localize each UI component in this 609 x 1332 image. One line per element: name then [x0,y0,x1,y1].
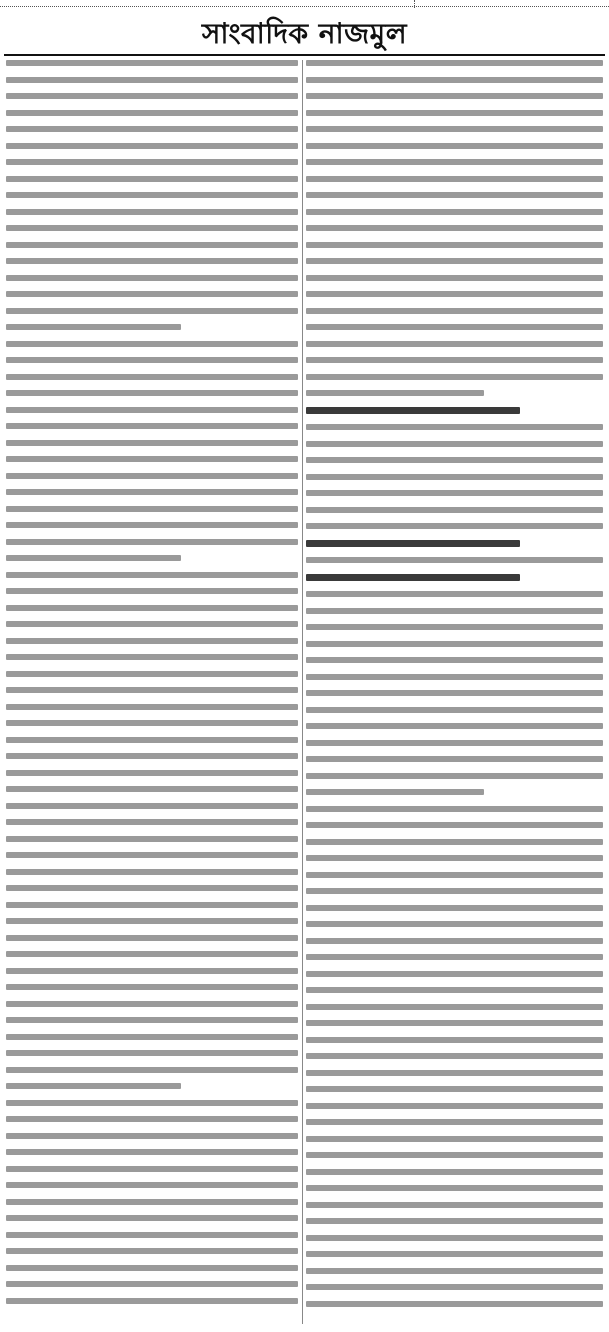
text-line-placeholder [306,789,484,795]
text-line-placeholder [6,753,298,759]
text-line-placeholder [6,1083,181,1089]
text-line-placeholder [306,822,603,828]
text-line-placeholder [306,93,603,99]
text-line-placeholder [6,852,298,858]
text-line-placeholder [6,489,298,495]
subheading-placeholder [306,407,520,414]
text-line-placeholder [6,341,298,347]
text-line-placeholder [6,456,298,462]
text-line-placeholder [306,624,603,630]
text-line-placeholder [6,1034,298,1040]
text-line-placeholder [306,773,603,779]
headline-rule [4,54,605,56]
text-line-placeholder [306,242,603,248]
text-line-placeholder [6,1001,298,1007]
text-line-placeholder [6,522,298,528]
text-line-placeholder [306,143,603,149]
text-line-placeholder [306,357,603,363]
text-line-placeholder [6,984,298,990]
text-line-placeholder [306,507,603,513]
text-line-placeholder [6,192,298,198]
text-line-placeholder [306,872,603,878]
column-divider [302,60,303,1324]
text-line-placeholder [306,1301,603,1307]
text-line-placeholder [306,374,603,380]
text-line-placeholder [6,209,298,215]
text-line-placeholder [306,77,603,83]
text-line-placeholder [306,905,603,911]
text-line-placeholder [306,657,603,663]
text-line-placeholder [6,143,298,149]
text-line-placeholder [6,1133,298,1139]
text-line-placeholder [6,869,298,875]
text-line-placeholder [6,1199,298,1205]
text-line-placeholder [306,1053,603,1059]
text-line-placeholder [6,374,298,380]
text-line-placeholder [306,674,603,680]
text-line-placeholder [6,1298,298,1304]
text-line-placeholder [306,126,603,132]
subheading-placeholder [306,540,520,547]
text-line-placeholder [6,407,298,413]
text-line-placeholder [6,539,298,545]
text-line-placeholder [306,707,603,713]
text-line-placeholder [306,258,603,264]
text-line-placeholder [306,938,603,944]
text-line-placeholder [306,1136,603,1142]
text-line-placeholder [306,176,603,182]
text-line-placeholder [6,60,298,66]
text-line-placeholder [6,588,298,594]
text-line-placeholder [6,621,298,627]
text-line-placeholder [306,1202,603,1208]
text-line-placeholder [6,1149,298,1155]
text-line-placeholder [6,1017,298,1023]
text-line-placeholder [6,1248,298,1254]
text-line-placeholder [6,572,298,578]
text-line-placeholder [306,1070,603,1076]
text-line-placeholder [306,490,603,496]
text-line-placeholder [306,888,603,894]
text-line-placeholder [6,1100,298,1106]
text-line-placeholder [306,424,603,430]
text-line-placeholder [306,921,603,927]
text-line-placeholder [6,1182,298,1188]
text-line-placeholder [306,1119,603,1125]
text-line-placeholder [306,1235,603,1241]
text-line-placeholder [306,192,603,198]
text-line-placeholder [306,1037,603,1043]
text-line-placeholder [306,60,603,66]
text-line-placeholder [306,740,603,746]
text-line-placeholder [306,308,603,314]
text-line-placeholder [6,440,298,446]
text-line-placeholder [306,756,603,762]
text-line-placeholder [306,839,603,845]
text-line-placeholder [6,720,298,726]
text-line-placeholder [306,723,603,729]
text-line-placeholder [306,1218,603,1224]
text-line-placeholder [6,918,298,924]
text-line-placeholder [306,1284,603,1290]
text-line-placeholder [6,242,298,248]
text-line-placeholder [6,1215,298,1221]
text-line-placeholder [6,704,298,710]
text-line-placeholder [6,555,181,561]
text-line-placeholder [306,209,603,215]
text-line-placeholder [6,737,298,743]
text-line-placeholder [306,1152,603,1158]
text-line-placeholder [6,1050,298,1056]
text-line-placeholder [306,474,603,480]
text-line-placeholder [6,902,298,908]
text-line-placeholder [6,390,298,396]
text-line-placeholder [6,1281,298,1287]
text-line-placeholder [6,77,298,83]
text-line-placeholder [6,1265,298,1271]
text-line-placeholder [6,291,298,297]
top-dotted-rule [0,6,609,7]
text-line-placeholder [6,275,298,281]
text-line-placeholder [6,93,298,99]
text-line-placeholder [306,1251,603,1257]
text-line-placeholder [306,1185,603,1191]
text-line-placeholder [306,954,603,960]
text-line-placeholder [306,855,603,861]
text-line-placeholder [306,690,603,696]
text-line-placeholder [6,1166,298,1172]
text-line-placeholder [306,523,603,529]
text-line-placeholder [6,836,298,842]
text-line-placeholder [306,557,603,563]
subheading-placeholder [306,574,520,581]
right-column [306,60,603,1324]
text-line-placeholder [306,987,603,993]
text-line-placeholder [6,605,298,611]
text-line-placeholder [6,819,298,825]
text-line-placeholder [6,357,298,363]
text-line-placeholder [6,423,298,429]
text-line-placeholder [6,935,298,941]
text-line-placeholder [6,1067,298,1073]
text-line-placeholder [306,806,603,812]
text-line-placeholder [6,1116,298,1122]
text-line-placeholder [306,225,603,231]
text-line-placeholder [306,641,603,647]
top-dotted-divider [414,0,415,8]
text-line-placeholder [6,968,298,974]
text-line-placeholder [306,1004,603,1010]
text-line-placeholder [6,951,298,957]
text-line-placeholder [6,126,298,132]
text-line-placeholder [306,159,603,165]
text-line-placeholder [306,1169,603,1175]
text-line-placeholder [6,1232,298,1238]
text-line-placeholder [306,591,603,597]
text-line-placeholder [6,176,298,182]
text-line-placeholder [306,341,603,347]
text-line-placeholder [6,506,298,512]
left-column [6,60,298,1324]
text-line-placeholder [306,324,603,330]
text-line-placeholder [6,654,298,660]
text-line-placeholder [306,971,603,977]
text-line-placeholder [306,275,603,281]
text-line-placeholder [306,457,603,463]
article-headline: সাংবাদিক নাজমুল [201,17,408,50]
text-line-placeholder [306,1086,603,1092]
text-line-placeholder [6,258,298,264]
text-line-placeholder [6,638,298,644]
text-line-placeholder [306,291,603,297]
text-line-placeholder [6,473,298,479]
text-line-placeholder [6,687,298,693]
text-line-placeholder [306,1103,603,1109]
text-line-placeholder [306,608,603,614]
text-line-placeholder [6,159,298,165]
text-line-placeholder [6,671,298,677]
text-line-placeholder [306,441,603,447]
text-line-placeholder [6,803,298,809]
text-line-placeholder [306,1268,603,1274]
text-line-placeholder [306,390,484,396]
text-line-placeholder [6,308,298,314]
text-line-placeholder [6,885,298,891]
text-line-placeholder [6,770,298,776]
text-line-placeholder [6,324,181,330]
text-line-placeholder [6,786,298,792]
text-line-placeholder [6,225,298,231]
text-line-placeholder [6,110,298,116]
text-line-placeholder [306,110,603,116]
text-line-placeholder [306,1020,603,1026]
